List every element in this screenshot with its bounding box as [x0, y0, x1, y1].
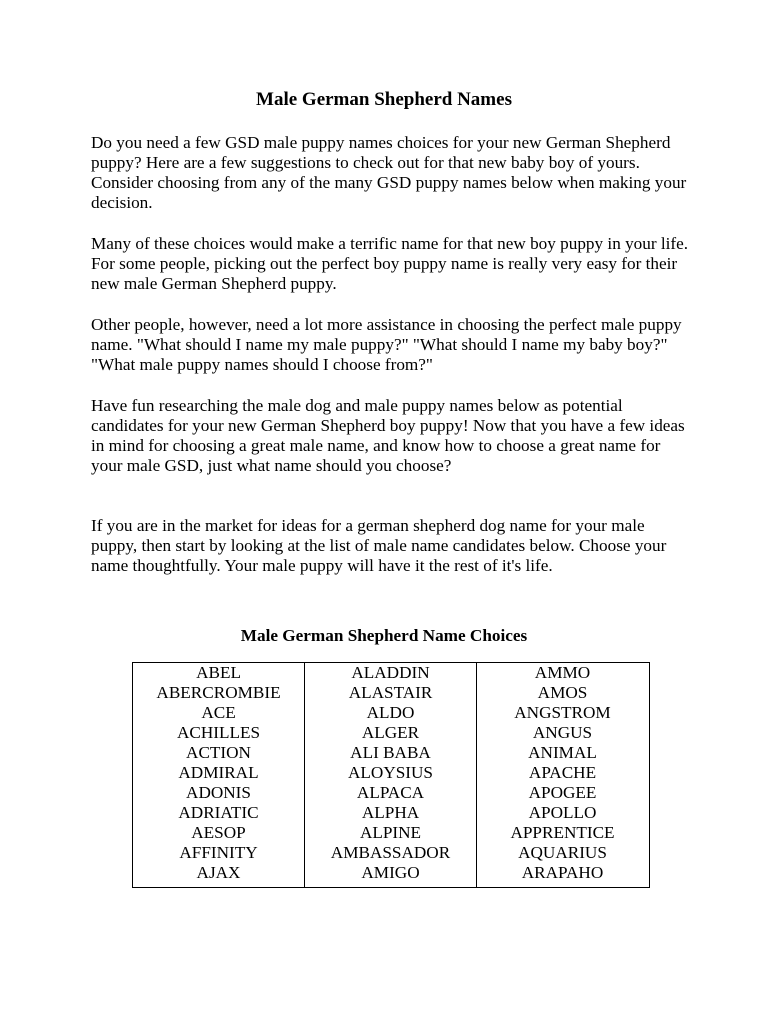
name-cell: APOLLO — [528, 803, 597, 822]
name-cell: ALI BABA — [350, 743, 431, 762]
names-column-2 — [305, 663, 477, 887]
paragraph-5: If you are in the market for ideas for a german shepherd dog name for your male puppy, then start by looking at the list of male name candidates below. Choose your name thoughtfully. Your male puppy will have it the rest of it's life. — [91, 516, 667, 575]
name-cell: AMOS — [537, 683, 588, 702]
name-cell: ABERCROMBIE — [156, 683, 281, 702]
name-cell: AJAX — [196, 863, 241, 882]
paragraph-4: Have fun researching the male dog and male puppy names below as potential candidates for your new German Shepherd boy puppy! Now that you have a few ideas in mind for choosing a great male name, and know how to choose a great name for your male GSD, just what name should you choose? — [91, 396, 685, 475]
name-cell: ALGER — [361, 723, 420, 742]
name-cell: ACHILLES — [176, 723, 261, 742]
name-cell: ACE — [201, 703, 236, 722]
names-table — [132, 662, 650, 888]
name-cell: AFFINITY — [179, 843, 258, 862]
name-cell: ACTION — [186, 743, 251, 762]
name-cell: AMMO — [534, 663, 591, 682]
name-cell: ALPHA — [361, 803, 420, 822]
paragraph-1: Do you need a few GSD male puppy names choices for your new German Shepherd puppy? Here are a few suggestions to check out for that new baby boy of yours. Consider choosing from any of the many GSD puppy names below when making your decision. — [91, 133, 687, 212]
name-cell: ANGUS — [532, 723, 593, 742]
name-cell: ADMIRAL — [178, 763, 259, 782]
name-cell: ABEL — [196, 663, 241, 682]
paragraph-3: Other people, however, need a lot more assistance in choosing the perfect male puppy name. "What should I name my male puppy?" "What should I name my baby boy?" "What male puppy names should I choose from?" — [91, 315, 682, 374]
name-cell: ALDO — [366, 703, 415, 722]
name-cell: ALADDIN — [351, 663, 430, 682]
name-cell: ALPACA — [356, 783, 425, 802]
name-cell: AESOP — [191, 823, 246, 842]
table-title: Male German Shepherd Name Choices — [240, 626, 528, 645]
paragraph-2: Many of these choices would make a terrific name for that new boy puppy in your life. For some people, picking out the perfect boy puppy name is really very easy for their new male German Shepherd puppy. — [91, 234, 689, 293]
name-cell: AQUARIUS — [518, 843, 607, 862]
name-cell: ANIMAL — [528, 743, 597, 762]
names-column-1 — [133, 663, 305, 887]
document-title: Male German Shepherd Names — [256, 89, 512, 110]
name-cell: APACHE — [528, 763, 597, 782]
name-cell: ALOYSIUS — [348, 763, 433, 782]
name-cell: ANGSTROM — [514, 703, 611, 722]
name-cell: ADRIATIC — [178, 803, 259, 822]
name-cell: AMBASSADOR — [330, 843, 451, 862]
name-cell: ADONIS — [186, 783, 251, 802]
name-cell: ARAPAHO — [521, 863, 604, 882]
name-cell: APOGEE — [528, 783, 597, 802]
name-cell: APPRENTICE — [510, 823, 615, 842]
name-cell: ALPINE — [359, 823, 422, 842]
name-cell: AMIGO — [361, 863, 420, 882]
names-column-3 — [477, 663, 648, 887]
name-cell: ALASTAIR — [348, 683, 433, 702]
